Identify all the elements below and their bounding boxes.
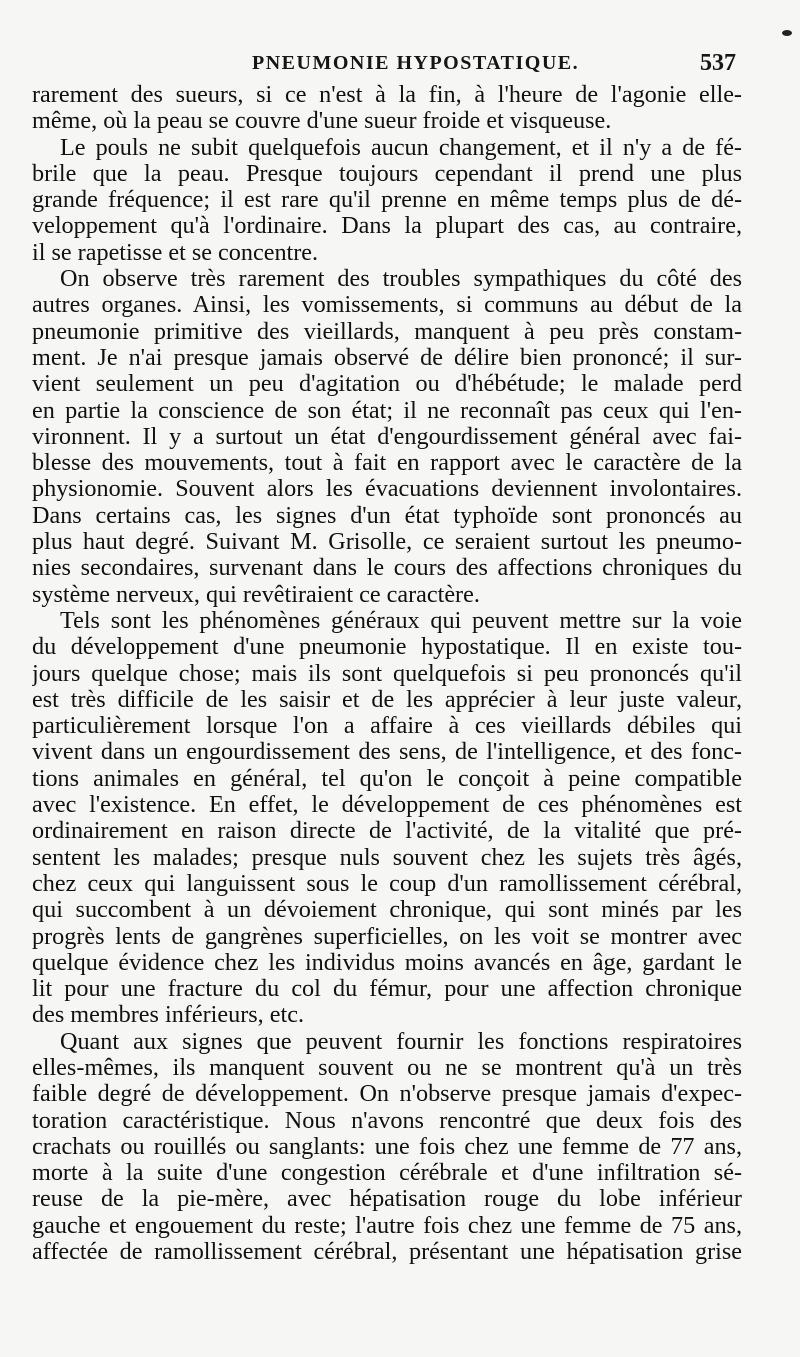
- text-line: autres organes. Ainsi, les vomissements, si communs au début de la: [32, 292, 742, 319]
- text-line: morte à la suite d'une congestion cérébrale et d'une infiltration sé-: [32, 1160, 742, 1187]
- text-line: est très difficile de les saisir et de les apprécier à leur juste valeur,: [32, 686, 742, 713]
- text-line: reuse de la pie-mère, avec hépatisation rouge du lobe inférieur: [32, 1186, 742, 1213]
- text-line: gauche et engouement du reste; l'autre fois chez une femme de 75 ans,: [32, 1212, 742, 1239]
- text-line: affectée de ramollissement cérébral, présentant une hépatisation grise: [32, 1239, 742, 1266]
- text-line: veloppement qu'à l'ordinaire. Dans la plupart des cas, au contraire,: [32, 213, 742, 240]
- text-line: blesse des mouvements, tout à fait en rapport avec le caractère de la: [32, 450, 742, 477]
- text-line: en partie la conscience de son état; il ne reconnaît pas ceux qui l'en-: [32, 397, 742, 424]
- text-line: faible degré de développement. On n'observe presque jamais d'expec-: [32, 1081, 742, 1108]
- text-line: brile que la peau. Presque toujours cependant il prend une plus: [32, 160, 742, 187]
- text-line: même, où la peau se couvre d'une sueur froide et visqueuse.: [32, 108, 612, 135]
- text-line: chez ceux qui languissent sous le coup d'un ramollissement cérébral,: [32, 870, 742, 897]
- body-text: [32, 82, 742, 1265]
- text-line: progrès lents de gangrènes superficielles, on les voit se montrer avec: [32, 923, 742, 950]
- text-line: vient seulement un peu d'agitation ou d'hébétude; le malade perd: [32, 371, 742, 398]
- text-line: système nerveux, qui revêtiraient ce caractère.: [32, 581, 480, 608]
- text-line: vivent dans un engourdissement des sens, de l'intelligence, et des fonc-: [32, 739, 742, 766]
- text-line: Dans certains cas, les signes d'un état typhoïde sont prononcés au: [32, 502, 742, 529]
- text-line: qui succombent à un dévoiement chronique, qui sont minés par les: [32, 897, 742, 924]
- text-line: grande fréquence; il est rare qu'il prenne en même temps plus de dé-: [32, 187, 742, 214]
- text-line: tions animales en général, tel qu'on le conçoit à peine compatible: [32, 765, 742, 792]
- page-header: [32, 52, 742, 78]
- text-line: toration caractéristique. Nous n'avons rencontré que deux fois des: [32, 1107, 742, 1134]
- text-line: vironnent. Il y a surtout un état d'engourdissement général avec fai-: [32, 423, 742, 450]
- text-line: avec l'existence. En effet, le développement de ces phénomènes est: [32, 792, 742, 819]
- text-line: du développement d'une pneumonie hypostatique. Il en existe tou-: [32, 634, 742, 661]
- text-line: lit pour une fracture du col du fémur, pour une affection chronique: [32, 976, 742, 1003]
- text-line: plus haut degré. Suivant M. Grisolle, ce seraient surtout les pneumo-: [32, 529, 742, 556]
- text-line: Quant aux signes que peuvent fournir les fonctions respiratoires: [60, 1028, 742, 1055]
- text-line: ment. Je n'ai presque jamais observé de délire bien prononcé; il sur-: [32, 344, 742, 371]
- text-line: On observe très rarement des troubles sympathiques du côté des: [60, 266, 742, 293]
- text-line: particulièrement lorsque l'on a affaire à ces vieillards débiles qui: [32, 713, 742, 740]
- text-line: sentent les malades; presque nuls souvent chez les sujets très âgés,: [32, 844, 742, 871]
- page-number: 537: [700, 50, 736, 76]
- text-line: il se rapetisse et se concentre.: [32, 239, 319, 266]
- text-line: jours quelque chose; mais ils sont quelquefois si peu prononcés qu'il: [32, 660, 742, 687]
- text-line: nies secondaires, survenant dans le cours des affections chroniques du: [32, 555, 742, 582]
- text-line: des membres inférieurs, etc.: [32, 1002, 305, 1029]
- text-line: pneumonie primitive des vieillards, manquent à peu près constam-: [32, 318, 742, 345]
- text-line: ordinairement en raison directe de l'activité, de la vitalité que pré-: [32, 818, 742, 845]
- text-line: crachats ou rouillés ou sanglants: une fois chez une femme de 77 ans,: [32, 1133, 742, 1160]
- text-line: physionomie. Souvent alors les évacuations deviennent involontaires.: [32, 476, 742, 503]
- text-line: Tels sont les phénomènes généraux qui peuvent mettre sur la voie: [60, 607, 742, 634]
- text-line: quelque évidence chez les individus moins avancés en âge, gardant le: [32, 949, 742, 976]
- text-line: rarement des sueurs, si ce n'est à la fin, à l'heure de l'agonie elle-: [32, 82, 742, 108]
- ink-spot: [782, 30, 792, 36]
- running-head: PNEUMONIE HYPOSTATIQUE.: [252, 52, 580, 74]
- text-line: elles-mêmes, ils manquent souvent ou ne se montrent qu'à un très: [32, 1054, 742, 1081]
- text-line: Le pouls ne subit quelquefois aucun changement, et il n'y a de fé-: [60, 134, 742, 161]
